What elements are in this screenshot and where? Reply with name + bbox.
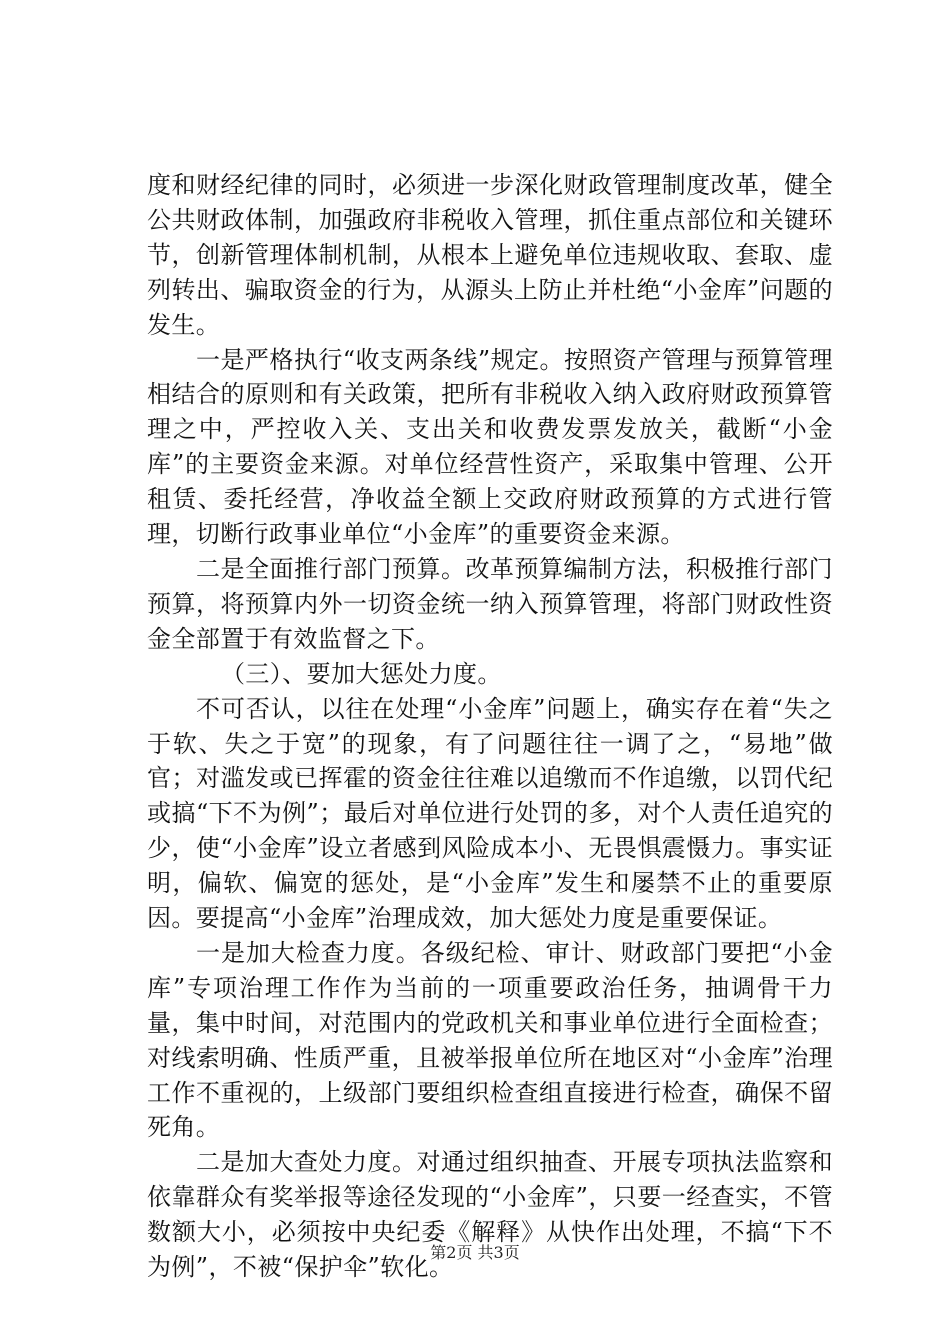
page-number-footer: 第2页 共3页 — [430, 1243, 520, 1262]
paragraph-department-budget: 二是全面推行部门预算。改革预算编制方法，积极推行部门预算，将预算内外一切资金统一纳入预算管理，将部门财政性资金全部置于有效监督之下。 — [147, 554, 833, 653]
paragraph-punishment-intro: 不可否认，以往在处理“小金库”问题上，确实存在着“失之于软、失之于宽”的现象，有了问题往往一调了之，“易地”做官；对滥发或已挥霍的资金往往难以追缴而不作追缴，以罚代纪或搞“下不为例”；最后对单位进行处罚的多，对个人责任追究的少，使“小金库”设立者感到风险成本小、无畏惧震慑力。事实证明，偏软、偏宽的惩处，是“小金库”发生和屡禁不止的重要原因。要提高“小金库”治理成效，加大惩处力度是重要保证。 — [147, 694, 833, 933]
paragraph-investigation: 二是加大查处力度。对通过组织抽查、开展专项执法监察和依靠群众有奖举报等途径发现的“小金库”，只要一经查实，不管数额大小，必须按中央纪委《解释》从快作出处理，不搞“下不为例”，不被“保护伞”软化。 — [147, 1148, 833, 1282]
document-body — [147, 168, 833, 1285]
paragraph-revenue-expenditure: 一是严格执行“收支两条线”规定。按照资产管理与预算管理相结合的原则和有关政策，把所有非税收入纳入政府财政预算管理之中，严控收入关、支出关和收费发票发放关，截断“小金库”的主要资金来源。对单位经营性资产，采取集中管理、公开租赁、委托经营，净收益全额上交政府财政预算的方式进行管理，切断行政事业单位“小金库”的重要资金来源。 — [147, 345, 833, 549]
section-heading: （三）、要加大惩处力度。 — [221, 659, 502, 688]
paragraph-continuation: 度和财经纪律的同时，必须进一步深化财政管理制度改革，健全公共财政体制，加强政府非税收入管理，抓住重点部位和关键环节，创新管理体制机制，从根本上避免单位违规收取、套取、虚列转出、骗取资金的行为，从源头上防止并杜绝“小金库”问题的发生。 — [147, 171, 833, 339]
paragraph-inspection: 一是加大检查力度。各级纪检、审计、财政部门要把“小金库”专项治理工作作为当前的一项重要政治任务，抽调骨干力量，集中时间，对范围内的党政机关和事业单位进行全面检查；对线索明确、性质严重，且被举报单位所在地区对“小金库”治理工作不重视的，上级部门要组织检查组直接进行检查，确保不留死角。 — [147, 938, 833, 1142]
